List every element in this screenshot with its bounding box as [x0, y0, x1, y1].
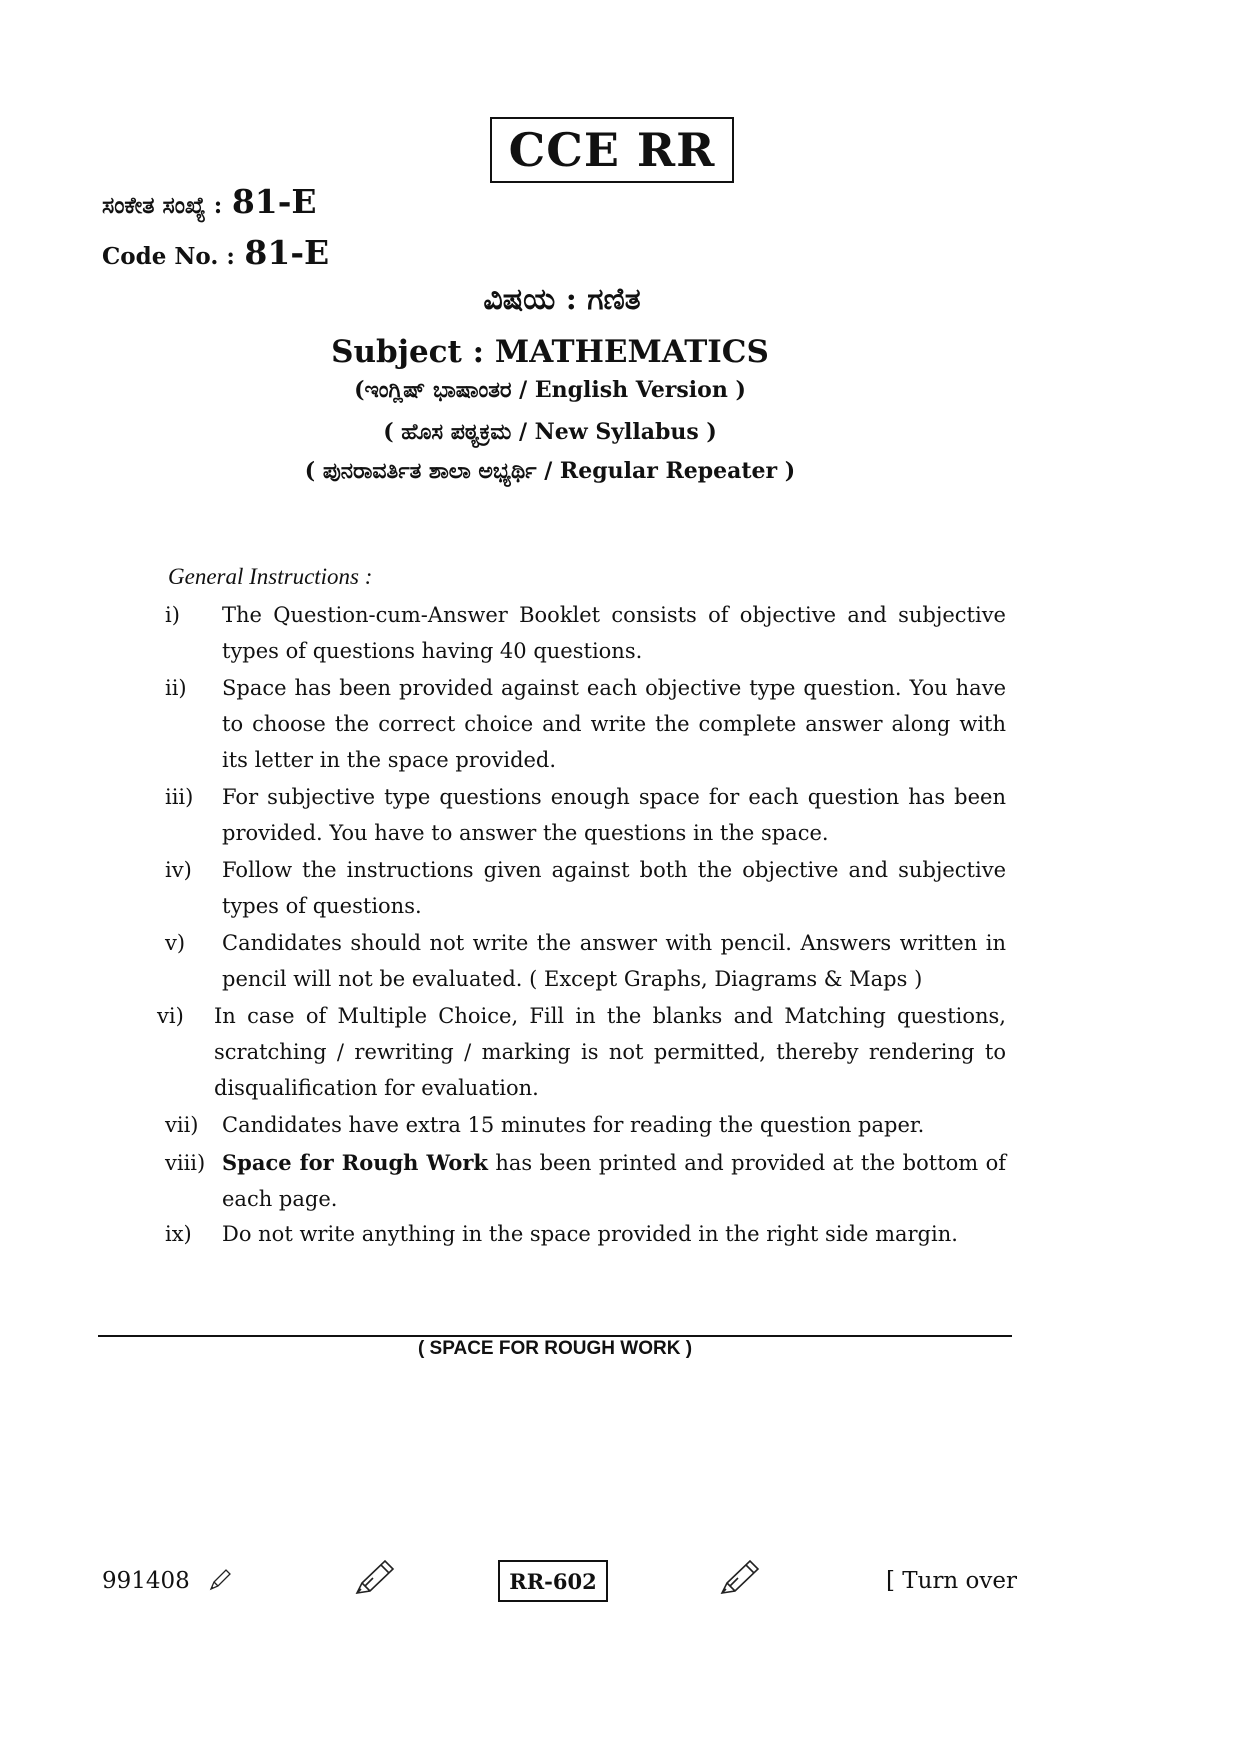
instruction-number: i)	[165, 603, 180, 627]
instruction-bold-prefix: Space for Rough Work	[222, 1150, 488, 1175]
code-english-label: Code No. :	[102, 243, 235, 270]
subject-english: Subject : MATHEMATICS	[331, 334, 769, 370]
instruction-text	[222, 1145, 1006, 1217]
instruction-text: Do not write anything in the space provided in the right side margin.	[222, 1222, 958, 1246]
instruction-number: ix)	[165, 1222, 192, 1246]
code-kannada-label: ಸಂಕೇತ ಸಂಖ್ಯೆ :	[102, 192, 223, 219]
rough-work-divider	[98, 1335, 1012, 1337]
code-number-english	[102, 233, 329, 272]
page-code: RR-602	[509, 1568, 597, 1594]
code-kannada-value: 81-E	[231, 182, 317, 221]
rough-work-label: ( SPACE FOR ROUGH WORK )	[417, 1338, 693, 1359]
instruction-number: iii)	[165, 785, 194, 809]
candidate-type-line: ( ಪುನರಾವರ್ತಿತ ಶಾಲಾ ಅಭ್ಯರ್ಥಿ / Regular Repeater )	[304, 458, 796, 484]
instruction-text: The Question-cum-Answer Booklet consists of objective and subjective types of questions having 40 questions.	[222, 603, 1006, 663]
instruction-number: ii)	[165, 676, 187, 700]
turn-over-text: [ Turn over	[886, 1568, 1018, 1594]
instruction-text: Candidates should not write the answer with pencil. Answers written in pencil will not be evaluated. ( Except Graphs, Diagrams & Maps )	[222, 931, 1006, 991]
subject-kannada: ವಿಷಯ : ಗಣಿತ	[483, 282, 641, 317]
instruction-number: viii)	[165, 1151, 206, 1175]
exam-type-title: CCE RR	[508, 123, 716, 177]
instruction-number: iv)	[165, 858, 192, 882]
exam-type-box	[490, 117, 734, 183]
instruction-text: Follow the instructions given against both the objective and subjective types of questions.	[222, 858, 1006, 918]
small-pen-icon	[207, 1567, 233, 1593]
pen-icon-right	[718, 1557, 764, 1597]
version-line: (ಇಂಗ್ಲಿಷ್ ಭಾಷಾಂತರ / English Version )	[354, 377, 746, 403]
instruction-text: Space has been provided against each objective type question. You have to choose the correct choice and write the complete answer along with its letter in the space provided.	[222, 676, 1006, 772]
code-english-value: 81-E	[244, 233, 330, 272]
pen-icon-left	[353, 1557, 399, 1597]
instructions-title: General Instructions :	[168, 564, 373, 589]
instruction-text-rest: has been printed and provided at the bottom of each page.	[222, 1151, 1007, 1211]
instruction-number: vi)	[157, 1004, 184, 1028]
serial-number: 991408	[102, 1568, 190, 1594]
instruction-text: In case of Multiple Choice, Fill in the blanks and Matching questions, scratching / rewriting / marking is not permitted, thereby rendering to disqualification for evaluation.	[214, 1004, 1006, 1100]
page-code-box	[498, 1560, 608, 1602]
syllabus-line: ( ಹೊಸ ಪಠ್ಯಕ್ರಮ / New Syllabus )	[383, 419, 717, 445]
code-number-kannada	[102, 182, 317, 221]
instruction-number: v)	[165, 931, 186, 955]
instruction-number: vii)	[165, 1113, 199, 1137]
instruction-text: Candidates have extra 15 minutes for reading the question paper.	[222, 1113, 925, 1137]
instruction-text: For subjective type questions enough space for each question has been provided. You have to answer the questions in the space.	[222, 785, 1006, 845]
